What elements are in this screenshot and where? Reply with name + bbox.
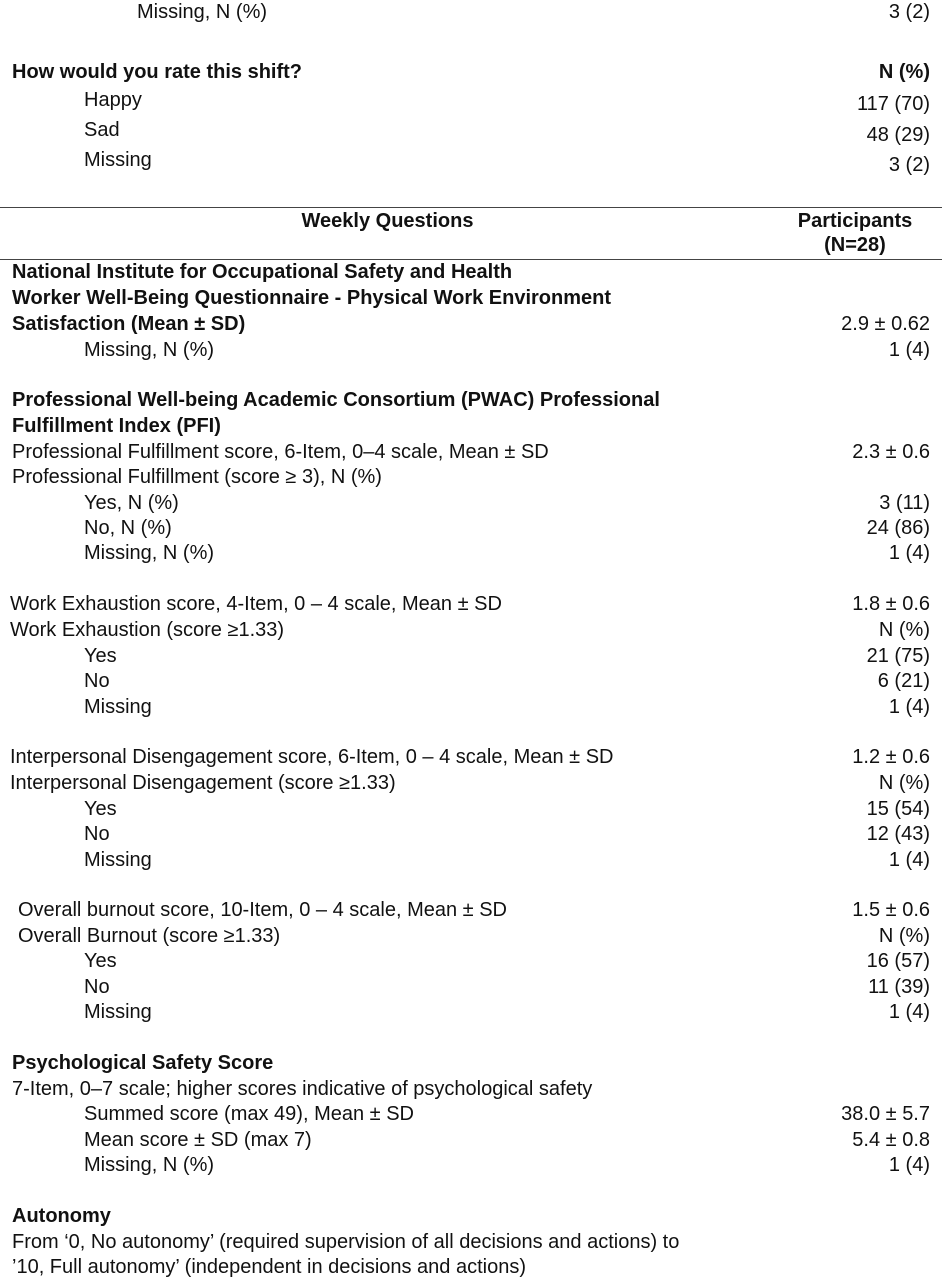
row-label: Professional Fulfillment (score ≥ 3), N (%) bbox=[12, 466, 382, 488]
row-value: 1 (4) bbox=[888, 696, 930, 718]
row-label: Overall burnout score, 10-Item, 0 – 4 scale, Mean ± SD bbox=[18, 899, 507, 921]
section-title: Satisfaction (Mean ± SD) bbox=[12, 313, 246, 335]
table-row bbox=[0, 440, 942, 466]
row-value: 11 (39) bbox=[868, 976, 930, 998]
row-value: 15 (54) bbox=[866, 798, 930, 820]
table-row bbox=[0, 286, 942, 312]
row-label: Work Exhaustion (score ≥1.33) bbox=[10, 619, 285, 641]
table-row bbox=[0, 1128, 942, 1154]
row-label: Missing, N (%) bbox=[84, 1154, 215, 1176]
header-top-rule bbox=[0, 207, 942, 208]
table-row bbox=[0, 414, 942, 440]
table-row bbox=[0, 1153, 942, 1179]
row-label: Yes bbox=[84, 645, 117, 667]
row-value: 1 (4) bbox=[888, 542, 930, 564]
row-value: 3 (11) bbox=[879, 492, 930, 514]
table-row bbox=[0, 745, 942, 771]
table-row bbox=[0, 0, 942, 26]
table-row bbox=[0, 669, 942, 695]
row-label: Mean score ± SD (max 7) bbox=[84, 1129, 312, 1151]
row-label: Missing, N (%) bbox=[84, 339, 215, 361]
table-row bbox=[0, 822, 942, 848]
table-row bbox=[0, 541, 942, 567]
column-header-line: Participants bbox=[797, 210, 913, 232]
column-header-line: (N=28) bbox=[824, 234, 886, 256]
row-label: ’10, Full autonomy’ (independent in decisions and actions) bbox=[12, 1256, 527, 1278]
table-row bbox=[0, 60, 942, 86]
table-row bbox=[0, 1077, 942, 1103]
table-row bbox=[0, 618, 942, 644]
table-row bbox=[0, 92, 942, 118]
row-label: Missing bbox=[84, 1001, 152, 1023]
table-row bbox=[0, 1255, 942, 1280]
column-header-participants bbox=[780, 209, 930, 257]
table-row bbox=[0, 123, 942, 149]
table-row bbox=[0, 848, 942, 874]
row-value: 16 (57) bbox=[866, 950, 930, 972]
column-label: N (%) bbox=[878, 61, 930, 83]
table-row bbox=[0, 491, 942, 517]
table-row bbox=[0, 465, 942, 491]
row-label: From ‘0, No autonomy’ (required supervision of all decisions and actions) to bbox=[12, 1231, 680, 1253]
table-row bbox=[0, 153, 942, 179]
row-label: Missing bbox=[84, 849, 152, 871]
row-value: 1 (4) bbox=[888, 1001, 930, 1023]
section-title: Fulfillment Index (PFI) bbox=[12, 415, 221, 437]
row-value: 24 (86) bbox=[866, 517, 930, 539]
row-label: No bbox=[84, 670, 110, 692]
row-value: 3 (2) bbox=[888, 1, 930, 23]
row-label: Work Exhaustion score, 4-Item, 0 – 4 scale, Mean ± SD bbox=[10, 593, 502, 615]
row-value: 12 (43) bbox=[866, 823, 930, 845]
section-title: Professional Well-being Academic Consortium (PWAC) Professional bbox=[12, 389, 660, 411]
table-row bbox=[0, 312, 942, 338]
row-value: 1 (4) bbox=[888, 339, 930, 361]
table-row bbox=[0, 260, 942, 286]
table-row bbox=[0, 695, 942, 721]
row-value: 1 (4) bbox=[888, 1154, 930, 1176]
table-row bbox=[0, 1000, 942, 1026]
table-row bbox=[0, 949, 942, 975]
table-row bbox=[0, 1230, 942, 1256]
row-label: Missing bbox=[84, 696, 152, 718]
row-label: Summed score (max 49), Mean ± SD bbox=[84, 1103, 414, 1125]
row-value: 2.3 ± 0.6 bbox=[852, 441, 930, 463]
table-row bbox=[0, 644, 942, 670]
table-row bbox=[0, 388, 942, 414]
question-heading: How would you rate this shift? bbox=[12, 61, 302, 83]
row-label: Interpersonal Disengagement (score ≥1.33) bbox=[10, 772, 396, 794]
table-row bbox=[0, 516, 942, 542]
table-row bbox=[0, 1204, 942, 1230]
table-row bbox=[0, 1051, 942, 1077]
row-label: Sad bbox=[84, 119, 120, 141]
row-value: N (%) bbox=[878, 772, 930, 794]
row-value: 3 (2) bbox=[888, 154, 930, 176]
row-value: 21 (75) bbox=[866, 645, 930, 667]
row-label: Overall Burnout (score ≥1.33) bbox=[18, 925, 281, 947]
row-label: Interpersonal Disengagement score, 6-Item, 0 – 4 scale, Mean ± SD bbox=[10, 746, 614, 768]
table-row bbox=[0, 898, 942, 924]
row-label: Missing, N (%) bbox=[84, 542, 215, 564]
row-value: 2.9 ± 0.62 bbox=[841, 313, 930, 335]
row-value: 1 (4) bbox=[888, 849, 930, 871]
row-label: No bbox=[84, 976, 110, 998]
section-title: Worker Well-Being Questionnaire - Physical Work Environment bbox=[12, 287, 612, 309]
row-value: N (%) bbox=[878, 619, 930, 641]
row-label: Yes bbox=[84, 950, 117, 972]
row-label: Missing, N (%) bbox=[137, 1, 268, 23]
section-title: Autonomy bbox=[12, 1205, 111, 1227]
table-row bbox=[0, 975, 942, 1001]
row-label: Happy bbox=[84, 89, 142, 111]
column-header-questions: Weekly Questions bbox=[301, 210, 474, 232]
section-title: Psychological Safety Score bbox=[12, 1052, 274, 1074]
row-label: Yes bbox=[84, 798, 117, 820]
row-value: 1.8 ± 0.6 bbox=[852, 593, 930, 615]
row-value: 48 (29) bbox=[866, 124, 930, 146]
row-label: No bbox=[84, 823, 110, 845]
row-value: N (%) bbox=[878, 925, 930, 947]
row-label: 7-Item, 0–7 scale; higher scores indicative of psychological safety bbox=[12, 1078, 593, 1100]
table-row bbox=[0, 771, 942, 797]
row-label: No, N (%) bbox=[84, 517, 172, 539]
row-value: 117 (70) bbox=[856, 93, 930, 115]
row-value: 38.0 ± 5.7 bbox=[841, 1103, 930, 1125]
row-value: 1.2 ± 0.6 bbox=[852, 746, 930, 768]
section-title: National Institute for Occupational Safety and Health bbox=[12, 261, 513, 283]
row-label: Missing bbox=[84, 149, 152, 171]
row-value: 5.4 ± 0.8 bbox=[852, 1129, 930, 1151]
table-row bbox=[0, 592, 942, 618]
row-label: Yes, N (%) bbox=[84, 492, 179, 514]
table-row bbox=[0, 797, 942, 823]
table-row bbox=[0, 924, 942, 950]
row-label: Professional Fulfillment score, 6-Item, 0–4 scale, Mean ± SD bbox=[12, 441, 549, 463]
row-value: 1.5 ± 0.6 bbox=[852, 899, 930, 921]
row-value: 6 (21) bbox=[877, 670, 930, 692]
table-row bbox=[0, 338, 942, 364]
table-row bbox=[0, 1102, 942, 1128]
